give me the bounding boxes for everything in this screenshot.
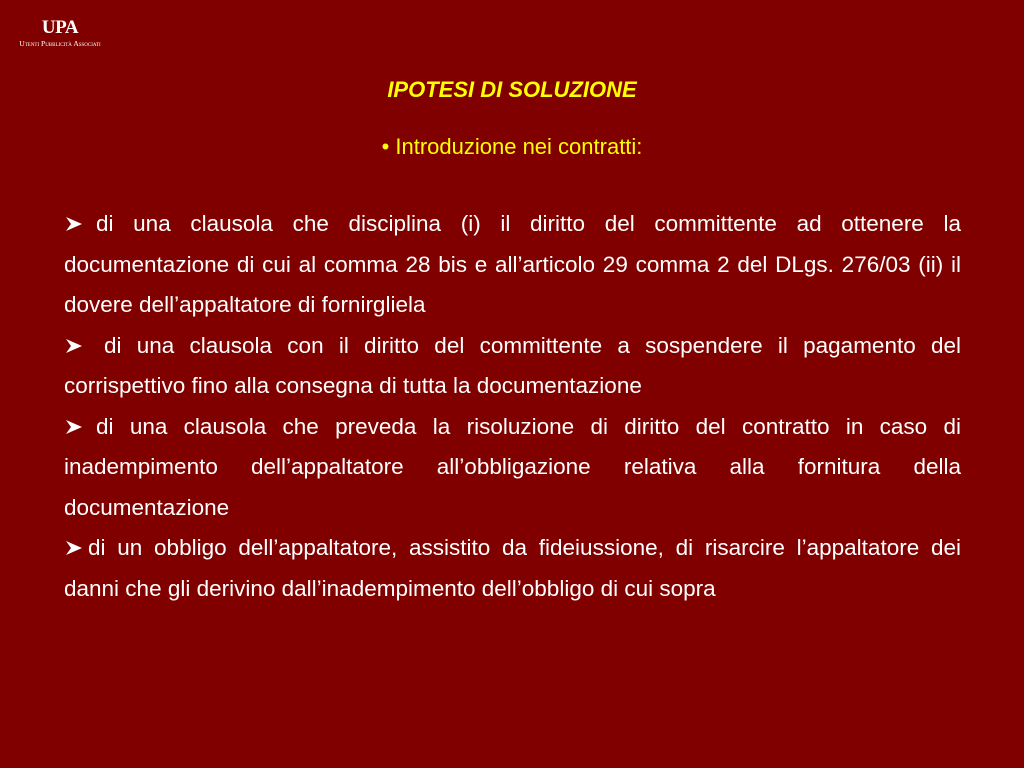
- upa-logo: [10, 18, 110, 50]
- logo-subtitle: Utenti Pubblicità Associati: [19, 39, 101, 48]
- bullet-text: di un obbligo dell’appaltatore, assistito da fideiussione, di risarcire l’appaltatore dei danni che gli derivino dall’inadempimento dell’obbligo di cui sopra: [64, 535, 961, 601]
- arrow-bullet-icon: [64, 204, 84, 245]
- bullet-item: [64, 204, 961, 326]
- arrow-bullet-icon: [64, 326, 84, 367]
- arrow-bullet-icon: [64, 407, 84, 448]
- arrow-bullet-icon: [64, 528, 84, 569]
- bullet-text: di una clausola che preveda la risoluzione di diritto del contratto in caso di inadempimento dell’appaltatore all’obbligazione relativa alla fornitura della documentazione: [64, 413, 961, 520]
- slide-title: IPOTESI DI SOLUZIONE: [387, 77, 637, 102]
- slide-intro: • Introduzione nei contratti:: [381, 134, 643, 159]
- bullet-item: [64, 407, 961, 529]
- bullet-item: [64, 528, 961, 609]
- bullet-text: di una clausola con il diritto del committente a sospendere il pagamento del corrispettivo fino alla consegna di tutta la documentazione: [64, 332, 961, 398]
- logo-mark: UPA: [41, 17, 79, 38]
- bullet-text: di una clausola che disciplina (i) il diritto del committente ad ottenere la documentazione di cui al comma 28 bis e all’articolo 29 comma 2 del DLgs. 276/03 (ii) il dovere dell’appaltatore di fornirgliela: [64, 211, 961, 317]
- bullet-item: [64, 326, 961, 407]
- bullet-list: [64, 204, 961, 609]
